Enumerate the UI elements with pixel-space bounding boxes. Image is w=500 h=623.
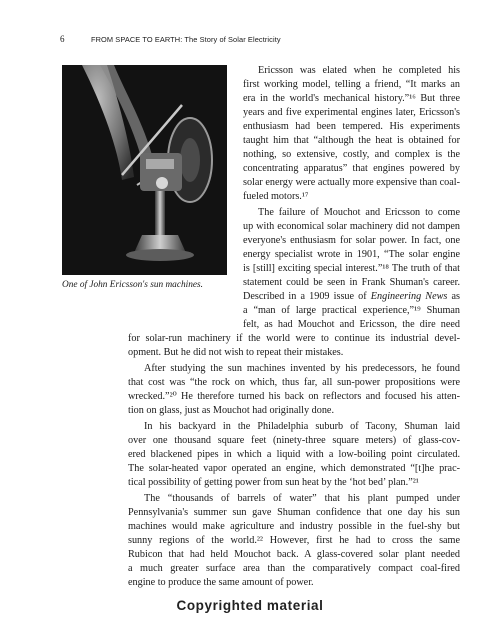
body-line: ered blackened pipes in which a liquid with a low-boiling point circulated. xyxy=(128,449,460,460)
body-line: tion on glass, just as Mouchot had originally done. xyxy=(128,405,334,416)
running-title: FROM SPACE TO EARTH: The Story of Solar Electricity xyxy=(91,35,281,44)
body-line: up with economical solar machinery did not dampen xyxy=(243,221,460,232)
body-line: Rubicon that had held Mouchot back. A glass-covered solar plant needed xyxy=(128,549,460,560)
body-line: for solar-run machinery if the world were to continue its industrial devel- xyxy=(128,333,460,344)
body-line: a much greater surface area than the comparatively compact coal-fired xyxy=(128,563,460,574)
copyright-watermark: Copyrighted material xyxy=(176,598,324,613)
body-line: enthusiasm had been tempered. His experiments xyxy=(243,121,460,132)
body-line: Described in a 1909 issue of Engineering News as xyxy=(243,291,460,302)
body-line: era in the world's mechanical history.”¹⁶ But three xyxy=(243,93,460,104)
body-line: Pennsylvania's summer sun gave Shuman confidence that one day his sun xyxy=(128,507,460,518)
body-line: fueled motors.¹⁷ xyxy=(243,191,309,202)
body-line: The failure of Mouchot and Ericsson to come xyxy=(258,207,460,218)
body-line: tical possibility of getting power from sun heat by the ‘hot bed’ plan.”²¹ xyxy=(128,477,419,488)
body-line: After studying the sun machines invented by his predecessors, he found xyxy=(144,363,460,374)
body-line: wrecked.”²⁰ He therefore turned his back on reflectors and focused his atten- xyxy=(128,391,460,402)
body-line: solar energy were actually more expensive than coal- xyxy=(243,177,460,188)
publication-title: Engineering News xyxy=(370,291,448,302)
figure-caption: One of John Ericsson's sun machines. xyxy=(62,280,203,290)
body-line: years and five experimental engines later, Ericsson's xyxy=(243,107,460,118)
body-line: Ericsson was elated when he completed his xyxy=(258,65,460,76)
body-line: statement could be seen in Frank Shuman's career. xyxy=(243,277,460,288)
body-line: machines would make agriculture and industry possible in the fuel-shy but xyxy=(128,521,460,532)
body-line: is [still] exciting special interest.”¹⁸ The truth of that xyxy=(243,263,460,274)
body-line: The solar-heated vapor operated an engine, which demonstrated “[t]he prac- xyxy=(128,463,460,474)
body-line: over one thousand square feet (ninety-three square meters) of glass-cov- xyxy=(128,435,460,446)
body-line: nothing, so extensive, costly, and complex is the xyxy=(243,149,460,160)
body-line: energy specialist wrote in 1901, “The solar engine xyxy=(243,249,460,260)
running-header xyxy=(60,34,460,48)
body-line: taught him that “although the heat is obtained for xyxy=(243,135,460,146)
page-number: 6 xyxy=(60,34,65,44)
body-line: felt, as had Mouchot and Ericsson, the dire need xyxy=(243,319,460,330)
body-line: concentrating apparatus” that engines powered by xyxy=(243,163,460,174)
sun-machine-photo xyxy=(62,65,227,275)
body-line: engine to produce the same amount of power. xyxy=(128,577,314,588)
body-line: a “man of large practical experience,”¹⁹ Shuman xyxy=(243,305,460,316)
body-line: opment. But he did not wish to repeat their mistakes. xyxy=(128,347,344,358)
body-line: The “thousands of barrels of water” that his plant pumped under xyxy=(144,493,460,504)
body-line: sunny regions of the world.²² However, first he had to cross the same xyxy=(128,535,460,546)
body-line: In his backyard in the Philadelphia suburb of Tacony, Shuman laid xyxy=(144,421,460,432)
body-line: that cost was “the rock on which, thus far, all sun-power propositions were xyxy=(128,377,460,388)
body-line: first working model, telling a friend, “It marks an xyxy=(243,79,460,90)
body-line: everyone's enthusiasm for solar power. In fact, one xyxy=(243,235,460,246)
sun-machine-illustration xyxy=(62,65,227,275)
